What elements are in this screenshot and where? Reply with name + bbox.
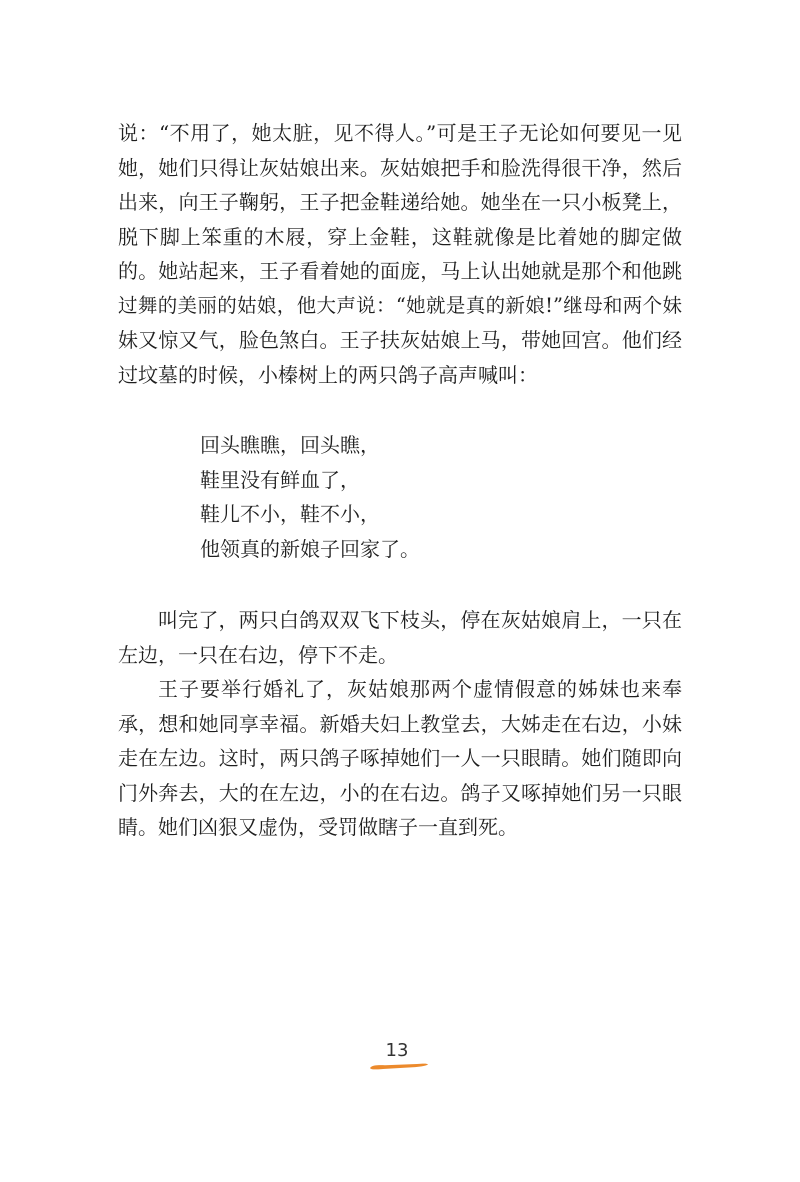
paragraph	[118, 672, 682, 845]
text-line: 脱下脚上笨重的木屐，穿上金鞋，这鞋就像是比着她的脚定做	[118, 224, 682, 249]
text-line: 承，想和她同享幸福。新婚夫妇上教堂去，大姊走在右边，小妹	[118, 711, 682, 736]
text-line: 说：“不用了，她太脏，见不得人。”可是王子无论如何要见一见	[118, 121, 682, 145]
text-line: 门外奔去，大的在左边，小的在右边。鸽子又啄掉她们另一只眼	[118, 780, 682, 805]
text-line: 王子要举行婚礼了，灰姑娘那两个虚情假意的姊妹也来奉	[158, 677, 682, 701]
text-line: 她，她们只得让灰姑娘出来。灰姑娘把手和脸洗得很干净，然后	[118, 155, 682, 180]
text-line: 过坟墓的时候，小榛树上的两只鸽子高声喊叫：	[118, 362, 538, 387]
brush-stroke-shape	[370, 1064, 428, 1070]
text-line: 叫完了，两只白鸽双双飞下枝头，停在灰姑娘肩上，一只在	[158, 608, 682, 632]
text-line: 左边，一只在右边，停下不走。	[118, 642, 398, 667]
verse-block	[200, 428, 640, 566]
verse-line: 回头瞧瞧，回头瞧，	[200, 433, 380, 457]
paragraph-continued	[118, 116, 682, 392]
text-line: 妹又惊又气，脸色煞白。王子扶灰姑娘上马，带她回宫。他们经	[118, 328, 682, 352]
verse-line: 鞋儿不小，鞋不小，	[200, 502, 380, 526]
text-line: 走在左边。这时，两只鸽子啄掉她们一人一只眼睛。她们随即向	[118, 746, 682, 770]
page-number-underline-stroke	[369, 1060, 429, 1072]
verse-line: 鞋里没有鲜血了，	[200, 467, 360, 492]
text-line: 睛。她们凶狠又虚伪，受罚做瞎子一直到死。	[118, 815, 518, 839]
text-line: 出来，向王子鞠躬，王子把金鞋递给她。她坐在一只小板凳上，	[118, 190, 682, 214]
text-line: 过舞的美丽的姑娘，他大声说：“她就是真的新娘!”继母和两个妹	[118, 293, 682, 317]
text-line: 的。她站起来，王子看着她的面庞，马上认出她就是那个和他跳	[118, 259, 682, 283]
verse-line: 他领真的新娘子回家了。	[200, 536, 420, 561]
page-number: 13	[385, 1040, 409, 1061]
paragraph	[118, 603, 682, 672]
